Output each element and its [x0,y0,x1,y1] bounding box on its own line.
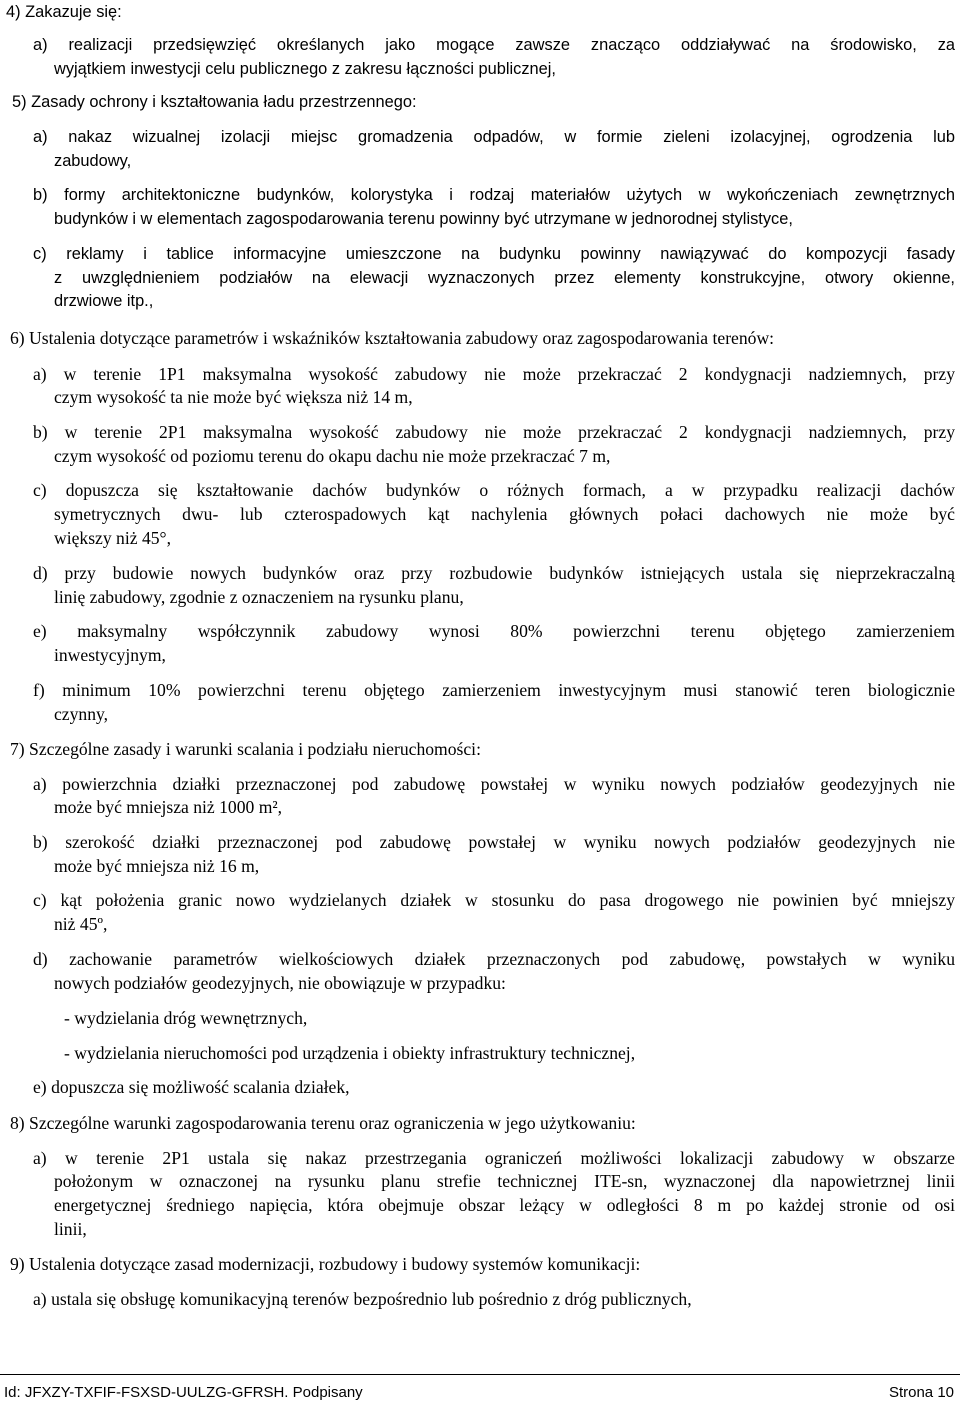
section-9-heading: 9) Ustalenia dotyczące zasad modernizacji, rozbudowy i budowy systemów komunikacji: [10,1254,641,1274]
section-6-item-a-cont: czym wysokość ta nie może być większa niż 14 m, [54,387,413,407]
section-6-item-c-cont: symetrycznych dwu- lub czterospadowych kąt nachylenia głównych połaci dachowych nie może być [54,504,955,524]
section-6-heading: 6) Ustalenia dotyczące parametrów i wskaźników kształtowania zabudowy oraz zagospodarowania terenów: [10,328,775,348]
section-6-item-d-cont: linię zabudowy, zgodnie z oznaczeniem na rysunku planu, [54,587,464,607]
section-5-item-c-cont: z uwzględnieniem podziałów na elewacji wyznaczonych przez elementy konstrukcyjne, otwory okienne, [54,269,955,287]
section-9-item-a: a) ustala się obsługę komunikacyjną terenów bezpośrednio lub pośrednio z dróg publicznych, [33,1289,692,1309]
section-6-item-f-cont: czynny, [54,704,109,724]
section-6-item-a: a) w terenie 1P1 maksymalna wysokość zabudowy nie może przekraczać 2 kondygnacji nadziemnych, przy [33,364,955,384]
section-7-item-a-cont: może być mniejsza niż 1000 m², [54,797,283,817]
section-7-heading: 7) Szczególne zasady i warunki scalania i podziału nieruchomości: [10,739,481,759]
section-7-item-b: b) szerokość działki przeznaczonej pod zabudowę powstałej w wyniku nowych podziałów geodezyjnych nie [33,832,955,852]
footer-divider [0,1374,960,1375]
section-8-item-a: a) w terenie 2P1 ustala się nakaz przestrzegania ograniczeń możliwości lokalizacji zabudowy w obszarze [33,1148,955,1168]
section-7-item-d-sub2: - wydzielania nieruchomości pod urządzenia i obiekty infrastruktury technicznej, [64,1043,636,1063]
footer-page-number: Strona 10 [888,1384,954,1401]
section-4-item-a-cont: wyjątkiem inwestycji celu publicznego z zakresu łączności publicznej, [54,60,556,78]
section-8-item-a-cont3: linii, [54,1219,87,1239]
section-5-item-b: b) formy architektoniczne budynków, kolorystyka i rodzaj materiałów użytych w wykończeniach zewnętrznych [33,186,955,204]
section-7-item-d-cont: nowych podziałów geodezyjnych, nie obowiązuje w przypadku: [54,973,506,993]
section-5-heading: 5) Zasady ochrony i kształtowania ładu przestrzennego: [12,93,417,111]
section-8-heading: 8) Szczególne warunki zagospodarowania terenu oraz ograniczenia w jego użytkowaniu: [10,1113,636,1133]
section-5-item-a-cont: zabudowy, [54,152,132,170]
section-5-item-c-cont2: drzwiowe itp., [54,292,154,310]
section-8-item-a-cont2: energetycznej średniego napięcia, która obejmuje obszar leżący w odległości 8 m po każdej stronie od osi [54,1195,955,1215]
section-6-item-b-cont: czym wysokość od poziomu terenu do okapu dachu nie może przekraczać 7 m, [54,446,611,466]
section-6-item-e-cont: inwestycyjnym, [54,645,166,665]
section-6-item-e: e) maksymalny współczynnik zabudowy wynosi 80% powierzchni terenu objętego zamierzeniem [33,621,955,641]
section-6-item-d: d) przy budowie nowych budynków oraz przy rozbudowie budynków istniejących ustala się nieprzekraczalną [33,563,955,583]
section-7-item-c-cont: niż 45º, [54,914,108,934]
section-6-item-f: f) minimum 10% powierzchni terenu objętego zamierzeniem inwestycyjnym musi stanowić teren biologicznie [33,680,955,700]
section-7-item-b-cont: może być mniejsza niż 16 m, [54,856,260,876]
section-6-item-c-cont2: większy niż 45°, [54,528,171,548]
section-4-heading: 4) Zakazuje się: [6,3,122,21]
section-5-item-b-cont: budynków i w elementach zagospodarowania terenu powinny być utrzymane w jednorodnej stylistyce, [54,210,793,228]
section-6-item-c: c) dopuszcza się kształtowanie dachów budynków o różnych formach, a w przypadku realizacji dachów [33,480,955,500]
section-7-item-d-sub1: - wydzielania dróg wewnętrznych, [64,1008,308,1028]
section-4-item-a: a) realizacji przedsięwzięć określanych jako mogące zawsze znacząco oddziaływać na środowisko, za [33,36,955,54]
section-6-item-b: b) w terenie 2P1 maksymalna wysokość zabudowy nie może przekraczać 2 kondygnacji nadziemnych, przy [33,422,955,442]
section-8-item-a-cont: położonym w oznaczonej na rysunku planu strefie technicznej ITE-sn, wyznaczonej dla napowietrznej linii [54,1171,955,1191]
section-5-item-c: c) reklamy i tablice informacyjne umieszczone na budynku powinny nawiązywać do kompozycji fasady [33,245,955,263]
footer-document-id: Id: JFXZY-TXFIF-FSXSD-UULZG-GFRSH. Podpisany [4,1384,363,1401]
section-5-item-a: a) nakaz wizualnej izolacji miejsc gromadzenia odpadów, w formie zieleni izolacyjnej, ogrodzenia lub [33,128,955,146]
section-7-item-c: c) kąt położenia granic nowo wydzielanych działek w stosunku do pasa drogowego nie powinien być mniejszy [33,890,955,910]
section-7-item-e: e) dopuszcza się możliwość scalania działek, [33,1077,350,1097]
section-7-item-a: a) powierzchnia działki przeznaczonej pod zabudowę powstałej w wyniku nowych podziałów geodezyjnych nie [33,774,955,794]
section-7-item-d: d) zachowanie parametrów wielkościowych działek przeznaczonych pod zabudowę, powstałych w wyniku [33,949,955,969]
